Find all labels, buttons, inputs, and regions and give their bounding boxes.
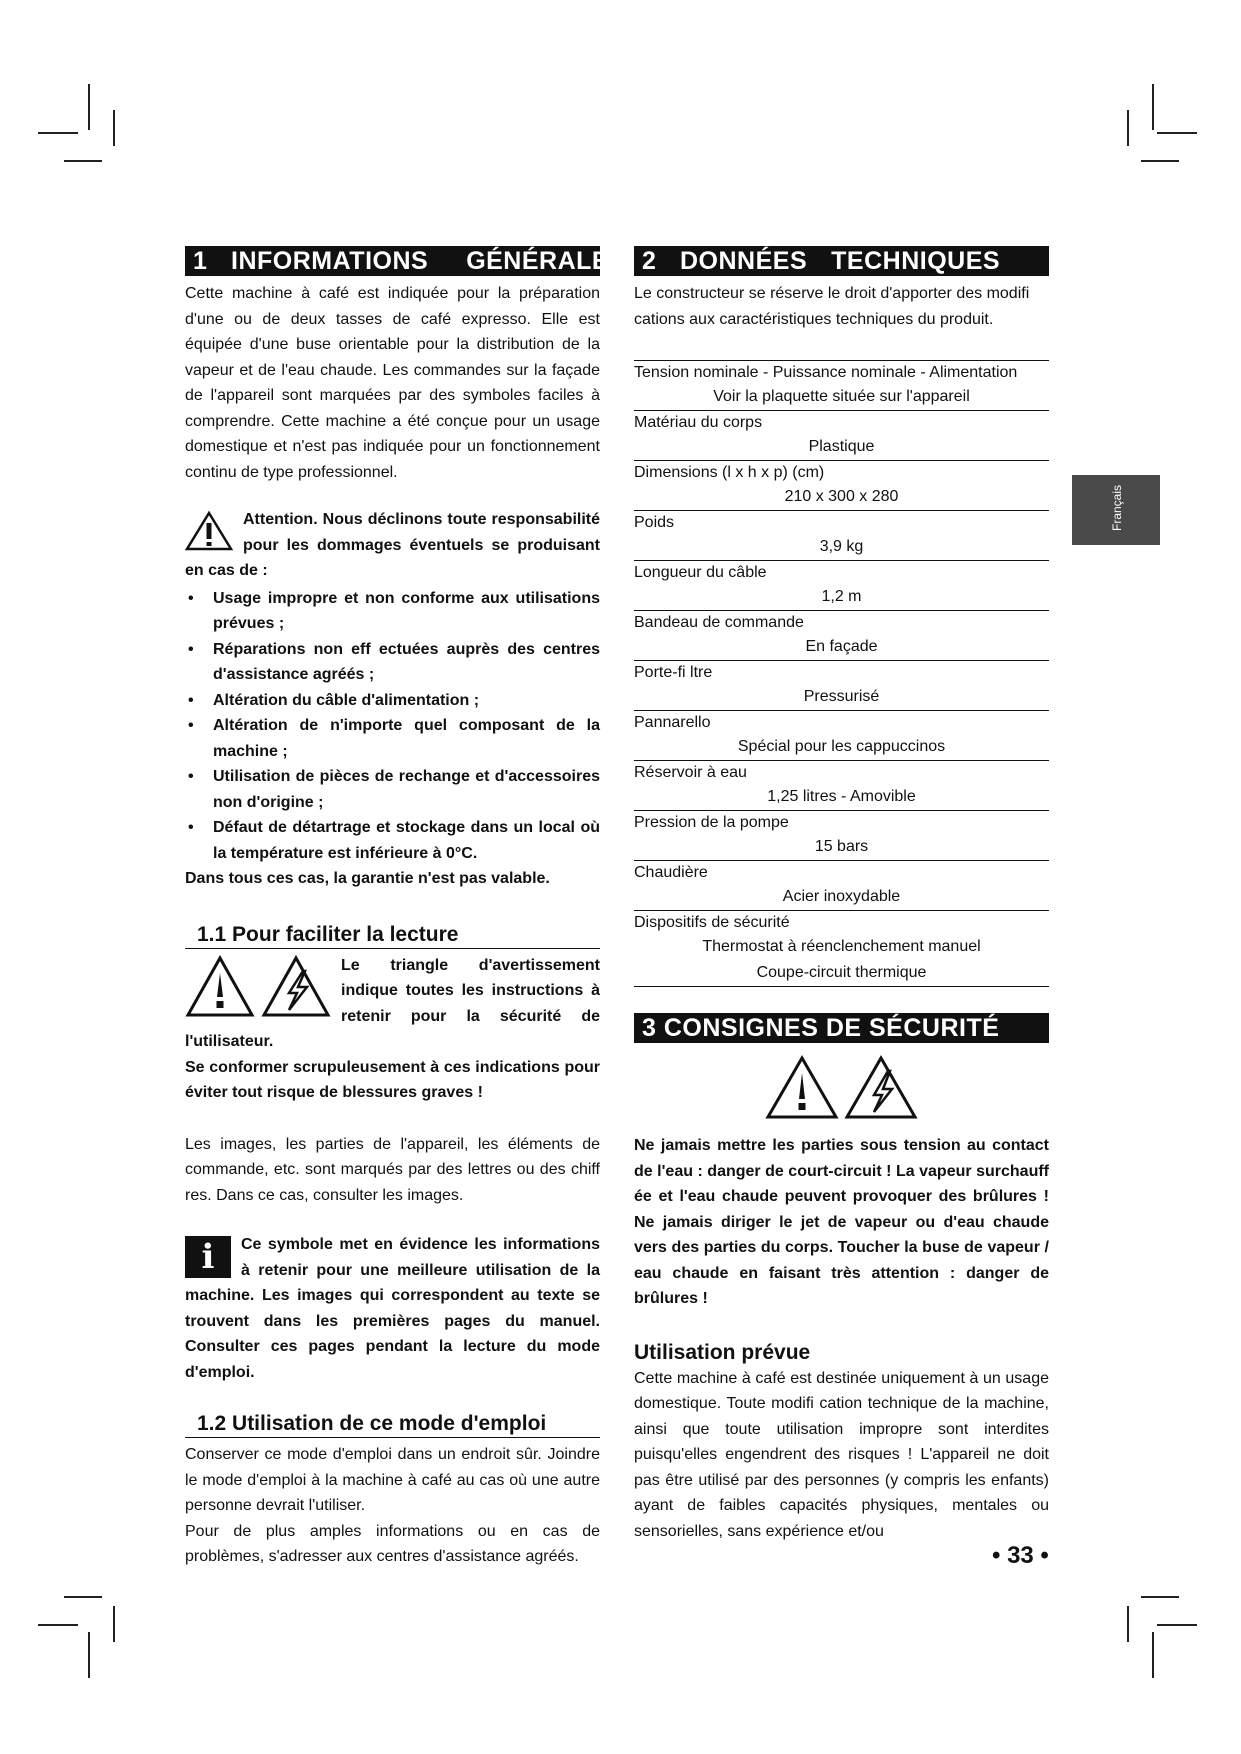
table-row	[634, 861, 1049, 911]
electric-hazard-icon	[844, 1055, 918, 1121]
attention-block	[185, 507, 600, 584]
triangle-note-text: Le triangle d'avertissement indique toutes les instructions à retenir pour la sécurité de l'utilisateur.	[185, 956, 600, 1050]
intended-use-text: Cette machine à café est destinée uniquement à un usage domestique. Toute modifi cation technique de la machine, ainsi que toute utilisation impropre sont interdites puisqu'elles engendrent des risques ! L'appareil ne doit pas être utilisé par des personnes (y compris les enfants) ayant de faibles capacités physiques, mentales ou sensorielles, sans expérience et/ou	[634, 1369, 1049, 1540]
table-row	[634, 661, 1049, 711]
language-tab-label: Français	[1110, 484, 1124, 531]
sec2-intro: Le constructeur se réserve le droit d'apporter des modifi cations aux caractéristiques techniques du produit.	[634, 285, 1030, 328]
spec-label: Porte-fi ltre	[634, 664, 713, 681]
spec-label: Longueur du câble	[634, 564, 767, 581]
table-row	[634, 911, 1049, 987]
triangle-note-block	[185, 953, 600, 1106]
page-number: • 33 •	[992, 1542, 1049, 1569]
table-row	[634, 611, 1049, 661]
subsection-1-2-title: 1.2 Utilisation de ce mode d'emploi	[185, 1411, 600, 1438]
spec-label: Poids	[634, 514, 675, 531]
right-column	[634, 246, 1049, 1544]
intended-use-title: Utilisation prévue	[634, 1340, 811, 1364]
danger-text: Ne jamais mettre les parties sous tension au contact de l'eau : danger de court-circuit ! La vapeur surchauff ée et l'eau chaude peuvent provoquer des brûlures ! Ne jamais diriger le jet de vapeur ou d'eau chaude vers des parties du corps. Toucher la buse de vapeur / eau chaude en faisant très attention : danger de brûlures !	[634, 1137, 1049, 1307]
table-row	[634, 511, 1049, 561]
spec-value: En façade	[805, 638, 878, 655]
list-item: • Réparations non eff ectuées auprès des centres d'assistance agréés ;	[185, 637, 600, 688]
spec-value: Thermostat à réenclenchement manuel	[702, 938, 981, 955]
spec-label: Pression de la pompe	[634, 814, 789, 831]
list-item: • Usage impropre et non conforme aux utilisations prévues ;	[185, 586, 600, 637]
spec-label: Bandeau de commande	[634, 614, 804, 631]
spec-label: Pannarello	[634, 714, 711, 731]
spec-value: 1,2 m	[821, 588, 862, 605]
list-item: • Utilisation de pièces de rechange et d'accessoires non d'origine ;	[185, 764, 600, 815]
subsection-1-2-paragraph-2: Pour de plus amples informations ou en cas de problèmes, s'adresser aux centres d'assistance agréés.	[185, 1522, 600, 1565]
table-row	[634, 461, 1049, 511]
spec-value: Pressurisé	[803, 688, 880, 705]
section-2-heading: 2 DONNÉES TECHNIQUES	[634, 246, 1049, 276]
spec-value: 3,9 kg	[819, 538, 864, 555]
subsection-1-2-paragraph-1: Conserver ce mode d'emploi dans un endroit sûr. Joindre le mode d'emploi à la machine à café au cas où une autre personne devrait l'utiliser.	[185, 1446, 600, 1514]
images-paragraph: Les images, les parties de l'appareil, les éléments de commande, etc. sont marqués par des lettres ou des chiff res. Dans ce cas, consulter les images.	[185, 1135, 600, 1204]
electric-hazard-icon	[261, 955, 331, 1019]
spec-label: Tension nominale - Puissance nominale - Alimentation	[634, 364, 1018, 381]
spec-label: Dimensions (l x h x p) (cm)	[634, 464, 825, 481]
spec-label: Dispositifs de sécurité	[634, 914, 790, 931]
spec-value: 210 x 300 x 280	[784, 488, 899, 505]
list-item: • Altération de n'importe quel composant de la machine ;	[185, 713, 600, 764]
table-row	[634, 411, 1049, 461]
spec-label: Réservoir à eau	[634, 764, 747, 781]
attention-text: Attention. Nous déclinons toute responsabilité pour les dommages éventuels se produisant en cas de :	[185, 511, 600, 579]
info-icon: i	[185, 1236, 231, 1278]
section-1-heading: 1 INFORMATIONS GÉNÉRALES	[185, 246, 600, 276]
warning-triangle-icon	[765, 1055, 839, 1121]
spec-value: 1,25 litres - Amovible	[767, 788, 916, 805]
warning-triangle-icon	[185, 955, 255, 1019]
spec-value: Acier inoxydable	[782, 888, 901, 905]
spec-value: Voir la plaquette située sur l'appareil	[713, 388, 970, 405]
warning-triangle-icon	[185, 511, 233, 551]
language-tab	[1072, 475, 1160, 545]
subsection-1-1-title: 1.1 Pour faciliter la lecture	[185, 922, 600, 949]
liability-list	[185, 586, 600, 867]
spec-value: Coupe-circuit thermique	[756, 964, 927, 981]
spec-value: 15 bars	[814, 838, 869, 855]
no-warranty-text: Dans tous ces cas, la garantie n'est pas valable.	[185, 870, 550, 887]
list-item: • Altération du câble d'alimentation ;	[185, 688, 600, 714]
list-item: • Défaut de détartrage et stockage dans un local où la température est inférieure à 0°C.	[185, 815, 600, 866]
section-3-heading: 3 CONSIGNES DE SÉCURITÉ	[634, 1013, 1049, 1043]
triangle-note-text-2: Se conformer scrupuleusement à ces indications pour éviter tout risque de blessures graves !	[185, 1058, 600, 1101]
spec-label: Chaudière	[634, 864, 708, 881]
table-row	[634, 561, 1049, 611]
info-block	[185, 1232, 600, 1385]
left-column	[185, 246, 627, 1570]
spec-value: Plastique	[808, 438, 875, 455]
table-row	[634, 711, 1049, 761]
info-note-text: Ce symbole met en évidence les informations à retenir pour une meilleure utilisation de la machine. Les images qui correspondent au texte se trouvent dans les premières pages du manuel. Consulter ces pages pendant la lecture du mode d'emploi.	[185, 1236, 600, 1381]
intro-paragraph: Cette machine à café est indiquée pour la préparation d'une ou de deux tasses de café expresso. Elle est équipée d'une buse orientable pour la distribution de la vapeur et de l'eau chaude. Les commandes sur la façade de l'appareil sont marquées par des symboles faciles à comprendre. Cette machine a été conçue pour un usage domestique et n'est pas indiquée pour un fonctionnement continu de type professionnel.	[185, 285, 600, 481]
table-row	[634, 361, 1049, 411]
spec-value: Spécial pour les cappuccinos	[737, 738, 946, 755]
safety-icons	[634, 1055, 1049, 1125]
table-row	[634, 811, 1049, 861]
spec-table	[634, 360, 1049, 987]
table-row	[634, 761, 1049, 811]
spec-label: Matériau du corps	[634, 414, 763, 431]
